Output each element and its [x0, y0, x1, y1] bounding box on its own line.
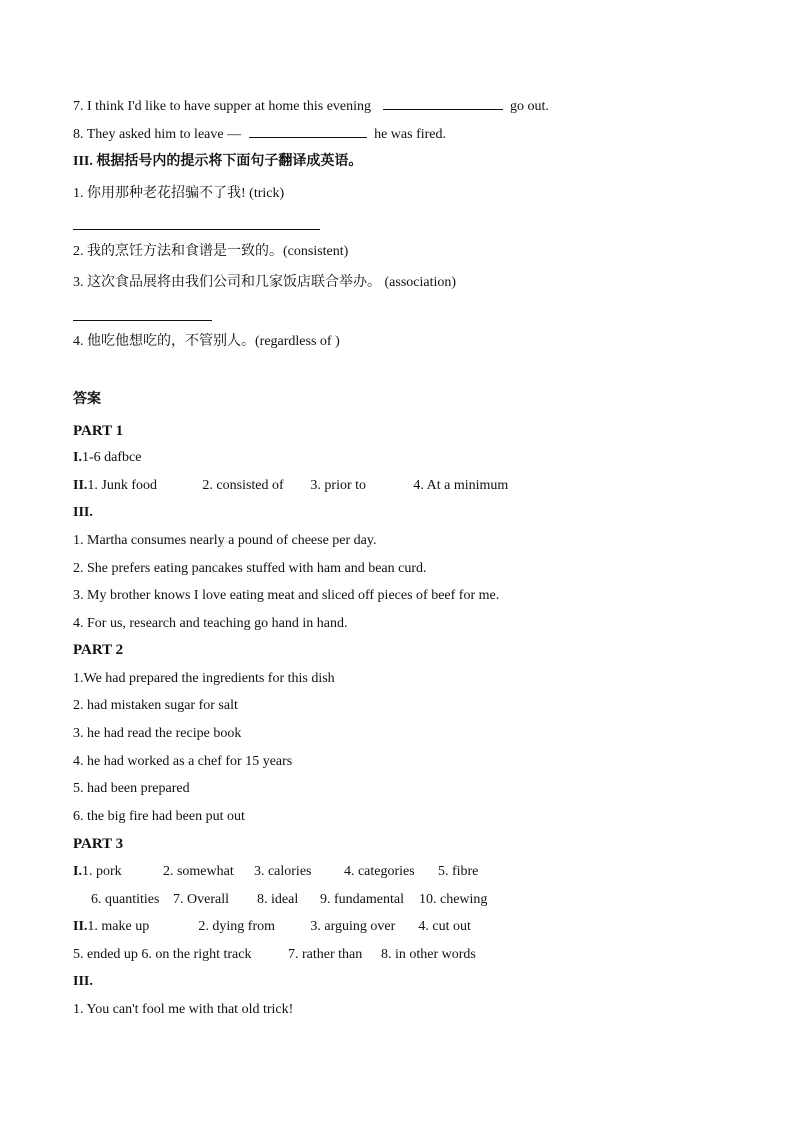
part3-i-row1	[73, 863, 478, 881]
part3-i-row2	[91, 891, 487, 909]
part1-iii-item: 2. She prefers eating pancakes stuffed with ham and bean curd.	[73, 561, 427, 576]
part3-i-item: 1. pork	[81, 864, 122, 879]
part3-i-item: 9. fundamental	[320, 892, 404, 907]
part1-i	[73, 449, 141, 467]
part3-ii-row1	[73, 918, 471, 936]
q8-text: 8. They asked him to leave —	[73, 127, 242, 142]
part3-ii-item: 5. ended up 6. on the right track	[73, 947, 252, 962]
part3-iii-label: III.	[73, 974, 93, 989]
question-7	[73, 97, 549, 116]
part3-ii-item: 4. cut out	[418, 919, 471, 934]
part1-iii-item: 3. My brother knows I love eating meat and sliced off pieces of beef for me.	[73, 588, 500, 603]
part3-ii-item: 2. dying from	[198, 919, 276, 934]
answers-title: 答案	[73, 392, 101, 407]
part3-ii-item: 1. make up	[87, 919, 150, 934]
q7-text: 7. I think I'd like to have supper at home this evening	[73, 99, 372, 114]
q8-after: he was fired.	[374, 127, 447, 142]
part1-i-label: I.	[73, 450, 82, 465]
part3-ii-item: 7. rather than	[288, 947, 363, 962]
part3-iii-item: 1. You can't fool me with that old trick!	[73, 1002, 294, 1017]
translation-1: 1. 你用那种老花招骗不了我! (trick)	[73, 186, 285, 201]
part3-title: PART 3	[73, 836, 124, 852]
part3-i-item: 5. fibre	[437, 864, 479, 879]
part1-i-text: 1-6 dafbce	[81, 450, 142, 465]
part3-i-item: 10. chewing	[419, 892, 488, 907]
part1-iii-item: 1. Martha consumes nearly a pound of cheese per day.	[73, 533, 377, 548]
answer-line-3	[73, 320, 212, 321]
part1-title: PART 1	[73, 423, 124, 439]
answer-line-1	[73, 229, 320, 230]
question-8	[73, 125, 446, 144]
part2-title: PART 2	[73, 642, 124, 658]
translation-2: 2. 我的烹饪方法和食谱是一致的。(consistent)	[73, 244, 349, 259]
part3-i-label: I.	[73, 864, 82, 879]
part1-ii-item: 1. Junk food	[87, 478, 158, 493]
part3-ii-item: 3. arguing over	[310, 919, 396, 934]
q7-after: go out.	[510, 99, 549, 114]
section-iii-title: III. 根据括号内的提示将下面句子翻译成英语。	[73, 154, 363, 169]
part3-i-item: 2. somewhat	[162, 864, 234, 879]
part1-ii	[73, 477, 508, 495]
part3-i-item: 7. Overall	[173, 892, 229, 907]
part1-ii-item: 2. consisted of	[202, 478, 284, 493]
part2-item: 3. he had read the recipe book	[73, 726, 242, 741]
part3-i-item: 3. calories	[253, 864, 312, 879]
part1-iii-item: 4. For us, research and teaching go hand in hand.	[73, 616, 348, 631]
part1-ii-label: II.	[73, 478, 88, 493]
part3-ii-row2	[73, 946, 476, 964]
part1-iii-label: III.	[73, 505, 93, 520]
translation-4: 4. 他吃他想吃的，不管别人。(regardless of )	[73, 334, 340, 349]
part3-ii-label: II.	[73, 919, 88, 934]
part3-ii-item: 8. in other words	[381, 947, 476, 962]
part1-ii-item: 3. prior to	[310, 478, 367, 493]
part2-item: 2. had mistaken sugar for salt	[73, 698, 238, 713]
q7-blank	[383, 97, 503, 110]
part3-i-item: 4. categories	[343, 864, 415, 879]
part2-item: 5. had been prepared	[73, 781, 190, 796]
part3-i-item: 8. ideal	[257, 892, 299, 907]
part2-item: 1.We had prepared the ingredients for this dish	[73, 671, 335, 686]
part1-ii-item: 4. At a minimum	[413, 478, 509, 493]
translation-3: 3. 这次食品展将由我们公司和几家饭店联合举办。 (association)	[73, 275, 457, 290]
q8-blank	[249, 125, 367, 138]
part2-item: 6. the big fire had been put out	[73, 809, 245, 824]
part3-i-item: 6. quantities	[91, 892, 160, 907]
part2-item: 4. he had worked as a chef for 15 years	[73, 754, 293, 769]
